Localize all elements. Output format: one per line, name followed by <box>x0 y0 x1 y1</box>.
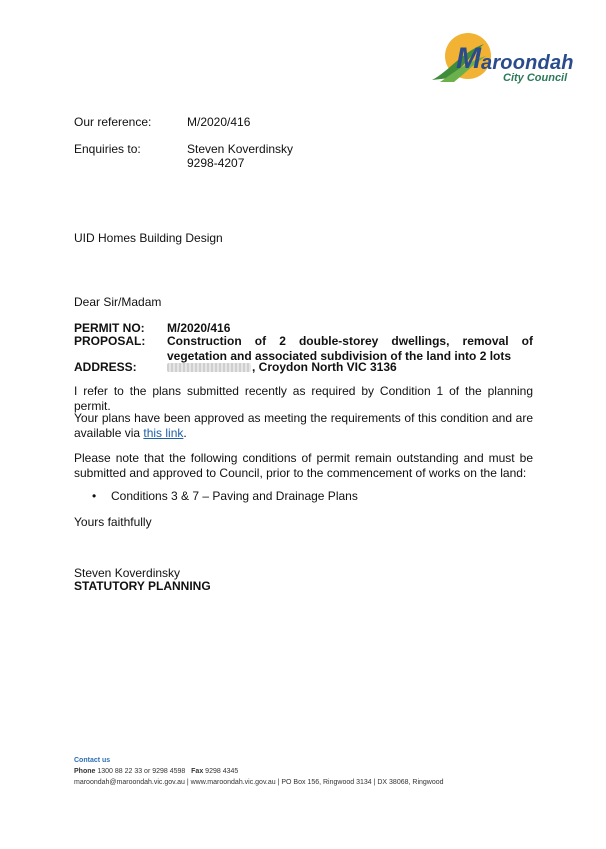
fax-label: Fax <box>191 768 204 775</box>
bullet-icon: • <box>92 489 97 503</box>
enquiries-name: Steven Koverdinsky <box>187 142 294 156</box>
phone-label: Phone <box>74 768 96 775</box>
permit-no-value: M/2020/416 <box>167 321 231 335</box>
signatory-name: Steven Koverdinsky <box>74 566 181 580</box>
recipient: UID Homes Building Design <box>74 231 223 245</box>
redacted-street <box>167 363 251 372</box>
signatory-department: STATUTORY PLANNING <box>74 579 211 593</box>
logo-initial: M <box>456 42 481 75</box>
permit-no-label: PERMIT NO: <box>74 321 145 335</box>
proposal-label: PROPOSAL: <box>74 334 146 348</box>
address-suburb: , Croydon North VIC 3136 <box>252 360 397 374</box>
address-label: ADDRESS: <box>74 360 137 374</box>
address-value <box>167 360 397 375</box>
our-reference-value: M/2020/416 <box>187 115 251 129</box>
footer-phone-line <box>74 768 238 775</box>
paragraph-2-text: Your plans have been approved as meeting the requirements of this condition and are available via <box>74 411 533 440</box>
paragraph-2 <box>74 411 533 441</box>
logo-subtitle: City Council <box>503 72 568 84</box>
paragraph-3: Please note that the following conditions of permit remain outstanding and must be submitted and approved to Council, prior to the commencement of works on the land: <box>74 451 533 480</box>
enquiries-label: Enquiries to: <box>74 142 141 156</box>
plans-link[interactable]: this link <box>143 426 184 440</box>
our-reference-label: Our reference: <box>74 115 152 129</box>
paragraph-1: I refer to the plans submitted recently as required by Condition 1 of the planning permit. <box>74 384 533 413</box>
fax-value: 9298 4345 <box>205 768 239 775</box>
closing: Yours faithfully <box>74 515 152 529</box>
phone-value: 1300 88 22 33 or 9298 4598 <box>97 768 186 775</box>
bullet-item: Conditions 3 & 7 – Paving and Drainage Plans <box>111 489 358 503</box>
logo-wordmark: aroondah <box>481 52 574 74</box>
paragraph-2-end: . <box>183 426 187 440</box>
salutation: Dear Sir/Madam <box>74 295 162 309</box>
proposal-value: Construction of 2 double-storey dwellings, removal of vegetation and associated subdivision of the land into 2 lots <box>167 334 533 363</box>
footer-heading: Contact us <box>74 757 111 764</box>
enquiries-phone: 9298-4207 <box>187 156 245 170</box>
footer-contact-line: maroondah@maroondah.vic.gov.au | www.maroondah.vic.gov.au | PO Box 156, Ringwood 3134 | DX 38068, Ringwood <box>74 779 444 786</box>
